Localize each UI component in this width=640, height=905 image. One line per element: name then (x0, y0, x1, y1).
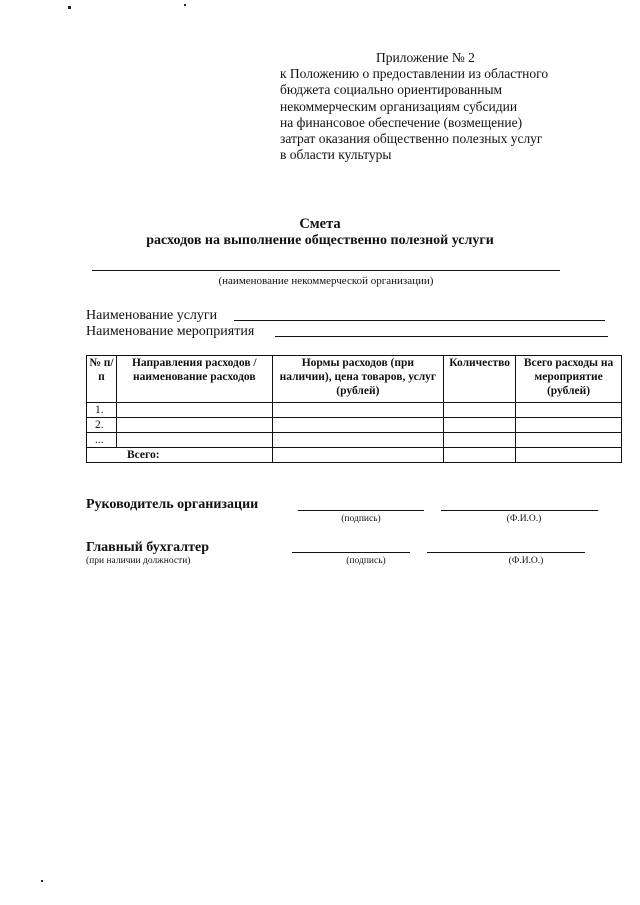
table-cell[interactable] (116, 433, 272, 448)
col-header-quantity: Количество (444, 356, 516, 403)
table-cell[interactable] (516, 403, 622, 418)
appendix-line: некоммерческим организациям субсидии (280, 98, 518, 114)
table-cell[interactable] (516, 448, 622, 463)
organization-name-line (92, 270, 560, 271)
service-name-field (86, 308, 217, 324)
table-row (87, 403, 622, 418)
col-header-expense-direction: Направления расходов / наименование расходов (116, 356, 272, 403)
service-name-line[interactable] (234, 320, 605, 321)
col-header-number: № п/п (87, 356, 117, 403)
director-signature-caption: (подпись) (341, 514, 381, 524)
table-cell[interactable] (272, 448, 444, 463)
estimate-table (86, 355, 622, 463)
table-cell[interactable] (516, 418, 622, 433)
table-cell[interactable] (444, 418, 516, 433)
organization-caption: (наименование некоммерческой организации) (218, 275, 434, 287)
table-row (87, 433, 622, 448)
document-title: Смета (299, 216, 341, 232)
table-cell[interactable] (116, 403, 272, 418)
col-header-expense-norms: Нормы расходов (при наличии), цена товаров, услуг (рублей) (272, 356, 444, 403)
table-header-row (87, 356, 622, 403)
director-name-caption: (Ф.И.О.) (506, 514, 542, 524)
document-subtitle: расходов на выполнение общественно полезной услуги (146, 233, 494, 248)
scan-speck (184, 4, 186, 6)
total-label: Всего: (87, 448, 273, 463)
scan-speck (41, 880, 43, 882)
table-cell[interactable] (516, 433, 622, 448)
appendix-number: Приложение № 2 (376, 50, 475, 65)
col-header-total-expenses: Всего расходы на мероприятие (рублей) (516, 356, 622, 403)
table-cell[interactable] (444, 403, 516, 418)
appendix-line: затрат оказания общественно полезных услуг (280, 131, 543, 147)
table-cell[interactable] (116, 418, 272, 433)
table-row (87, 418, 622, 433)
table-cell[interactable] (272, 403, 444, 418)
event-name-line[interactable] (275, 336, 608, 337)
event-name-label: Наименование мероприятия (86, 324, 255, 339)
row-number: ... (87, 433, 117, 448)
accountant-title: Главный бухгалтер (86, 540, 209, 555)
table-cell[interactable] (444, 433, 516, 448)
appendix-line: на финансовое обеспечение (возмещение) (280, 114, 523, 130)
table-cell[interactable] (444, 448, 516, 463)
row-number: 2. (87, 418, 117, 433)
appendix-line: бюджета социально ориентированным (280, 82, 503, 98)
director-signature-line[interactable] (298, 510, 424, 511)
accountant-name-caption: (Ф.И.О.) (508, 556, 544, 566)
accountant-signature-line[interactable] (292, 552, 410, 553)
row-number: 1. (87, 403, 117, 418)
director-name-line[interactable] (441, 510, 598, 511)
accountant-name-line[interactable] (427, 552, 585, 553)
appendix-header (280, 50, 620, 163)
table-cell[interactable] (272, 433, 444, 448)
director-title: Руководитель организации (86, 497, 259, 512)
accountant-note: (при наличии должности) (86, 556, 191, 566)
appendix-line: к Положению о предоставлении из областного (280, 66, 549, 82)
table-cell[interactable] (272, 418, 444, 433)
accountant-signature-caption: (подпись) (346, 556, 386, 566)
appendix-line: в области культуры (280, 147, 392, 163)
service-name-label: Наименование услуги (86, 308, 218, 323)
table-total-row (87, 448, 622, 463)
event-name-field (86, 324, 254, 340)
scan-speck (68, 6, 71, 9)
